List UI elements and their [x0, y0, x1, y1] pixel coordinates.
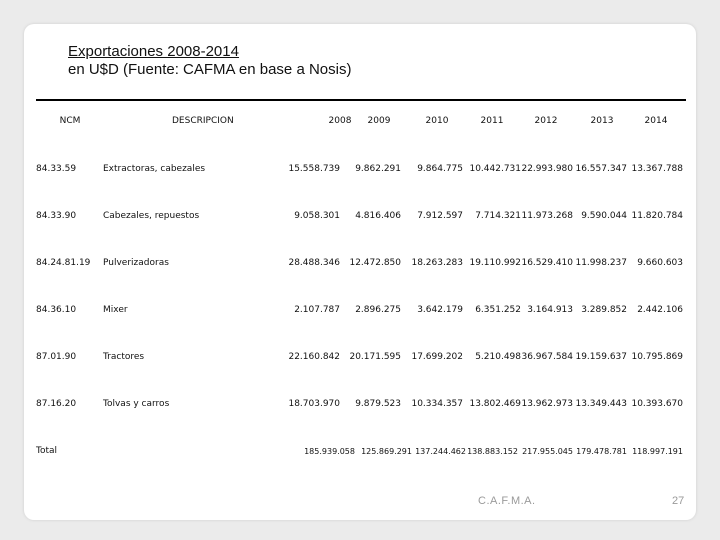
row-value: 19.159.637	[575, 352, 627, 362]
row-value: 7.912.597	[417, 211, 463, 221]
row-value: 15.558.739	[288, 164, 340, 174]
header-ncm: NCM	[59, 116, 81, 126]
title-line-1: Exportaciones 2008-2014	[68, 43, 239, 60]
row-value: 22.160.842	[288, 352, 340, 362]
total-value: 179.478.781	[576, 447, 627, 456]
row-value: 2.896.275	[355, 305, 401, 315]
header-year: 2014	[644, 116, 668, 126]
row-ncm: 84.36.10	[36, 305, 77, 315]
row-ncm: 84.33.90	[36, 211, 77, 221]
row-value: 20.171.595	[349, 352, 401, 362]
row-value: 22.993.980	[521, 164, 573, 174]
row-value: 13.367.788	[631, 164, 683, 174]
row-value: 3.642.179	[417, 305, 463, 315]
row-value: 19.110.992	[469, 258, 521, 268]
total-value: 137.244.462	[415, 447, 466, 456]
total-value: 217.955.045	[522, 447, 573, 456]
header-year: 2011	[480, 116, 504, 126]
row-value: 7.714.321	[475, 211, 521, 221]
row-ncm: 84.33.59	[36, 164, 77, 174]
row-value: 13.349.443	[575, 399, 627, 409]
row-value: 2.442.106	[637, 305, 683, 315]
row-value: 28.488.346	[288, 258, 340, 268]
row-value: 13.802.469	[469, 399, 521, 409]
row-value: 3.289.852	[581, 305, 627, 315]
title-line-2: en U$D (Fuente: CAFMA en base a Nosis)	[68, 61, 352, 78]
row-value: 11.820.784	[631, 211, 683, 221]
row-value: 4.816.406	[355, 211, 401, 221]
row-value: 5.210.498	[475, 352, 521, 362]
row-value: 10.442.731	[469, 164, 521, 174]
header-year: 2013	[590, 116, 614, 126]
row-value: 9.660.603	[637, 258, 683, 268]
row-value: 16.529.410	[521, 258, 573, 268]
row-value: 9.879.523	[355, 399, 401, 409]
row-value: 10.393.670	[631, 399, 683, 409]
header-descripcion: DESCRIPCION	[172, 116, 234, 126]
row-description: Mixer	[103, 305, 128, 315]
row-value: 9.590.044	[581, 211, 627, 221]
total-value: 118.997.191	[632, 447, 683, 456]
row-value: 3.164.913	[527, 305, 573, 315]
row-value: 10.795.869	[631, 352, 683, 362]
header-year: 2008	[328, 116, 352, 126]
row-description: Pulverizadoras	[103, 258, 169, 268]
header-year: 2010	[425, 116, 449, 126]
total-value: 125.869.291	[361, 447, 412, 456]
total-label: Total	[36, 446, 58, 456]
row-value: 2.107.787	[294, 305, 340, 315]
row-value: 36.967.584	[521, 352, 573, 362]
header-year: 2009	[367, 116, 391, 126]
row-description: Tolvas y carros	[103, 399, 170, 409]
row-value: 9.864.775	[417, 164, 463, 174]
row-description: Extractoras, cabezales	[103, 164, 206, 174]
row-value: 13.962.973	[521, 399, 573, 409]
row-value: 6.351.252	[475, 305, 521, 315]
row-ncm: 87.01.90	[36, 352, 77, 362]
row-value: 17.699.202	[411, 352, 463, 362]
row-ncm: 87.16.20	[36, 399, 77, 409]
row-value: 16.557.347	[575, 164, 627, 174]
row-value: 10.334.357	[411, 399, 463, 409]
row-value: 9.058.301	[294, 211, 340, 221]
total-value: 138.883.152	[467, 447, 518, 456]
slide-title	[68, 43, 351, 79]
header-rule	[36, 99, 686, 101]
footer-text: C.A.F.M.A.	[478, 495, 536, 507]
row-value: 12.472.850	[349, 258, 401, 268]
page-number: 27	[672, 495, 685, 507]
row-description: Cabezales, repuestos	[103, 211, 200, 221]
row-description: Tractores	[103, 352, 145, 362]
total-value: 185.939.058	[304, 447, 355, 456]
row-ncm: 84.24.81.19	[36, 258, 91, 268]
row-value: 11.973.268	[521, 211, 573, 221]
row-value: 18.703.970	[288, 399, 340, 409]
row-value: 9.862.291	[355, 164, 401, 174]
header-year: 2012	[534, 116, 558, 126]
row-value: 18.263.283	[411, 258, 463, 268]
row-value: 11.998.237	[575, 258, 627, 268]
